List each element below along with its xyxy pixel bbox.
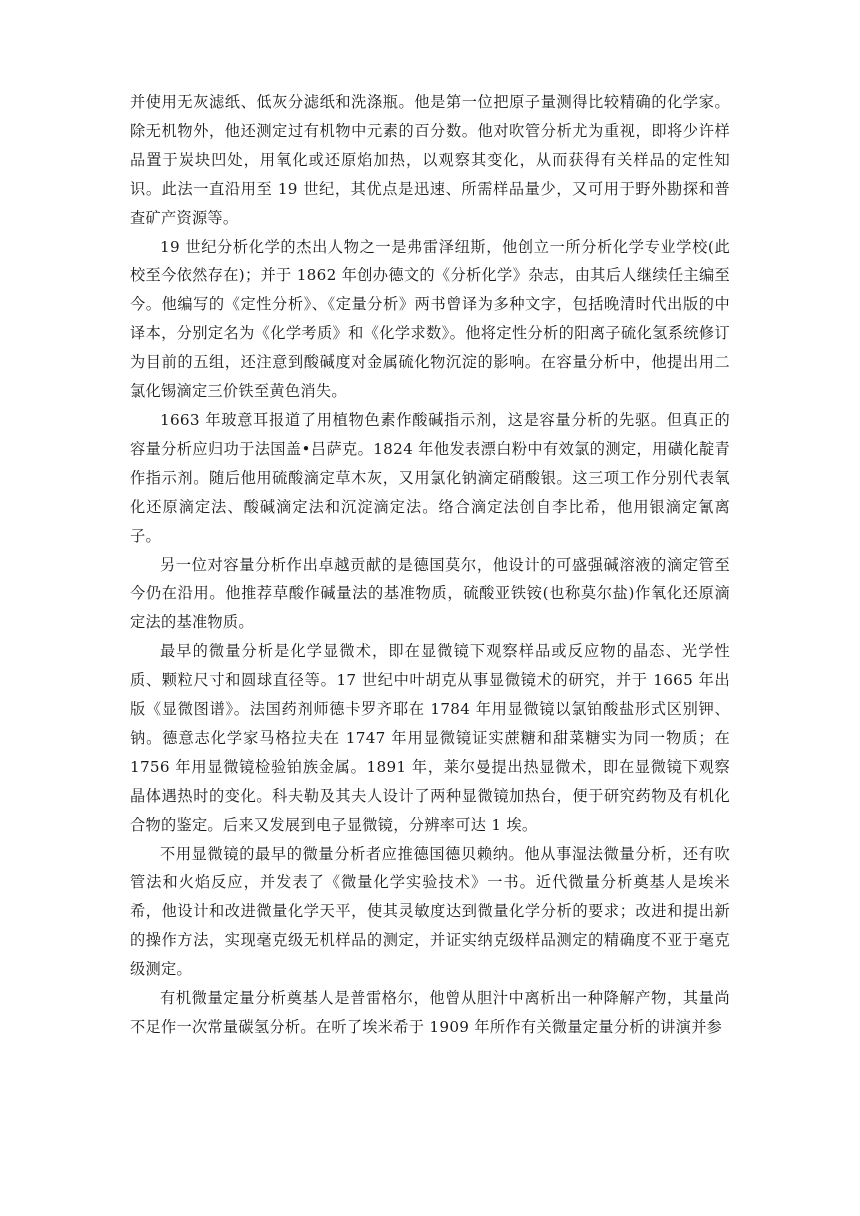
paragraph: 1663 年玻意耳报道了用植物色素作酸碱指示剂，这是容量分析的先驱。但真正的容量分析应归功于法国盖•吕萨克。1824 年他发表漂白粉中有效氯的测定，用磺化靛青作指示剂。随后他用硫酸滴定草木灰，又用氯化钠滴定硝酸银。这三项工作分别代表氧化还原滴定法、酸碱滴定法和沉淀滴定法。络合滴定法创自李比希，他用银滴定氰离子。 — [130, 410, 730, 545]
document-page — [130, 88, 730, 1042]
paragraph: 并使用无灰滤纸、低灰分滤纸和洗涤瓶。他是第一位把原子量测得比较精确的化学家。除无机物外，他还测定过有机物中元素的百分数。他对吹管分析尤为重视，即将少许样品置于炭块凹处，用氧化或还原焰加热，以观察其变化，从而获得有关样品的定性知识。此法一直沿用至 19 世纪，其优点是迅速、所需样品量少，又可用于野外勘探和普查矿产资源等。 — [130, 93, 730, 227]
paragraph: 有机微量定量分析奠基人是普雷格尔，他曾从胆汁中离析出一种降解产物，其量尚不足作一次常量碳氢分析。在听了埃米希于 1909 年所作有关微量定量分析的讲演并参 — [130, 989, 730, 1036]
paragraph: 最早的微量分析是化学显微术，即在显微镜下观察样品或反应物的晶态、光学性质、颗粒尺寸和圆球直径等。17 世纪中叶胡克从事显微镜术的研究，并于 1665 年出版《显微图谱》。法国药剂师德卡罗齐耶在 1784 年用显微镜以氯铂酸盐形式区别钾、钠。德意志化学家马格拉夫在 1747 年用显微镜证实蔗糖和甜菜糖实为同一物质；在 1756 年用显微镜检验铂族金属。1891 年，莱尔曼提出热显微术，即在显微镜下观察晶体遇热时的变化。科夫勒及其夫人设计了两种显微镜加热台，便于研究药物及有机化合物的鉴定。后来又发展到电子显微镜，分辨率可达 1 埃。 — [130, 642, 730, 834]
paragraph: 不用显微镜的最早的微量分析者应推德国德贝赖纳。他从事湿法微量分析，还有吹管法和火焰反应，并发表了《微量化学实验技术》一书。近代微量分析奠基人是埃米希，他设计和改进微量化学天平，使其灵敏度达到微量化学分析的要求；改进和提出新的操作方法，实现毫克级无机样品的测定，并证实纳克级样品测定的精确度不亚于毫克级测定。 — [130, 844, 730, 979]
paragraph: 另一位对容量分析作出卓越贡献的是德国莫尔，他设计的可盛强碱溶液的滴定管至今仍在沿用。他推荐草酸作碱量法的基准物质，硫酸亚铁铵(也称莫尔盐)作氧化还原滴定法的基准物质。 — [130, 555, 730, 632]
paragraph: 19 世纪分析化学的杰出人物之一是弗雷泽纽斯，他创立一所分析化学专业学校(此校至今依然存在)；并于 1862 年创办德文的《分析化学》杂志，由其后人继续任主编至今。他编写的《定性分析》、《定量分析》两书曾译为多种文字，包括晚清时代出版的中译本，分别定名为《化学考质》和《化学求数》。他将定性分析的阳离子硫化氢系统修订为目前的五组，还注意到酸碱度对金属硫化物沉淀的影响。在容量分析中，他提出用二氯化锡滴定三价铁至黄色消失。 — [130, 237, 730, 401]
